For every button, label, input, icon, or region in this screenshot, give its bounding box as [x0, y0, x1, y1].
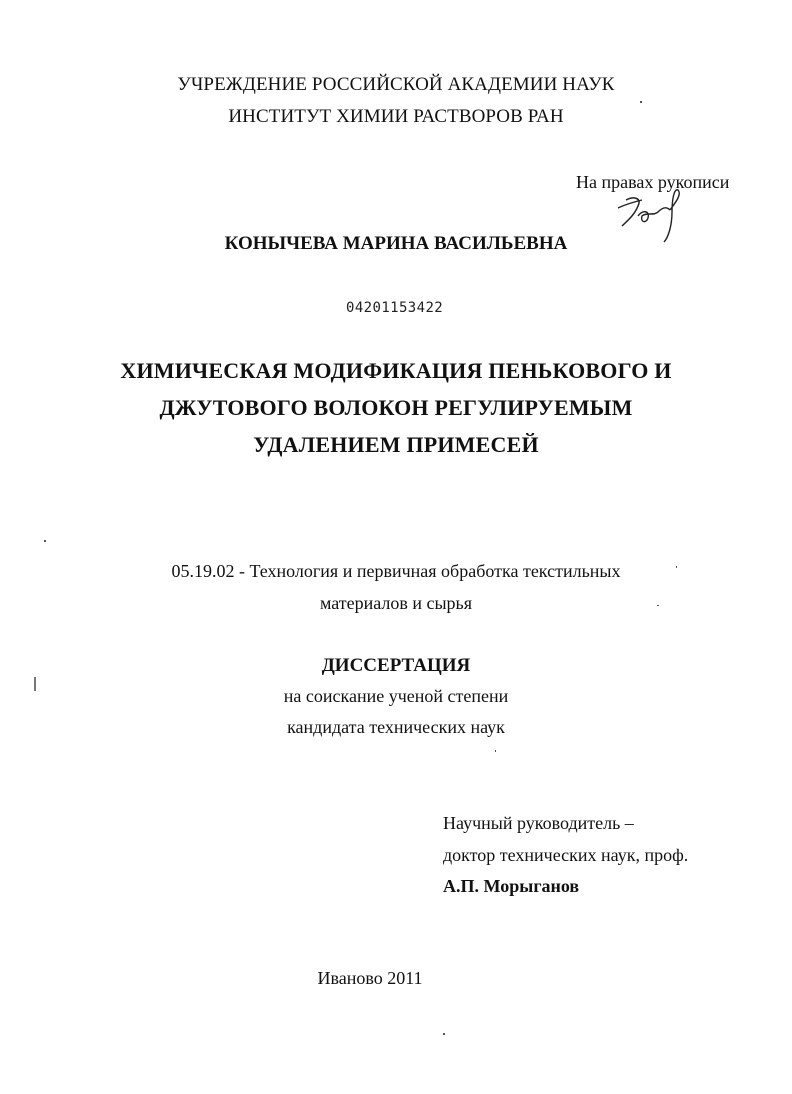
catalog-number: 04201153422	[346, 300, 444, 316]
scan-speck	[640, 101, 642, 103]
manuscript-rights-label: На правах рукописи	[576, 172, 730, 192]
scan-speck	[676, 566, 677, 568]
dissertation-line-2: кандидата технических наук	[287, 717, 505, 737]
supervisor-degree: доктор технических наук, проф.	[443, 845, 689, 865]
dissertation-heading: ДИССЕРТАЦИЯ	[321, 655, 471, 676]
dissertation-line-1: на соискание ученой степени	[283, 686, 509, 706]
title-line-2: ДЖУТОВОГО ВОЛОКОН РЕГУЛИРУЕМЫМ	[159, 395, 633, 420]
scan-speck	[44, 540, 46, 542]
title-line-1: ХИМИЧЕСКАЯ МОДИФИКАЦИЯ ПЕНЬКОВОГО И	[120, 358, 672, 383]
header-line-1: УЧРЕЖДЕНИЕ РОССИЙСКОЙ АКАДЕМИИ НАУК	[177, 74, 615, 95]
specialty-line-2: материалов и сырья	[319, 593, 473, 613]
specialty-line-1: 05.19.02 - Технология и первичная обработка текстильных	[171, 561, 621, 581]
scan-speck	[443, 1033, 445, 1035]
author-name: КОНЫЧЕВА МАРИНА ВАСИЛЬЕВНА	[224, 233, 568, 254]
supervisor-name: А.П. Морыганов	[443, 876, 580, 896]
scan-speck	[657, 605, 659, 606]
title-line-3: УДАЛЕНИЕМ ПРИМЕСЕЙ	[253, 432, 539, 457]
scan-speck	[495, 750, 496, 752]
city-year: Иваново 2011	[317, 968, 423, 988]
header-line-2: ИНСТИТУТ ХИМИИ РАСТВОРОВ РАН	[228, 106, 564, 127]
supervisor-label: Научный руководитель –	[443, 813, 634, 833]
scan-speck	[34, 677, 36, 691]
